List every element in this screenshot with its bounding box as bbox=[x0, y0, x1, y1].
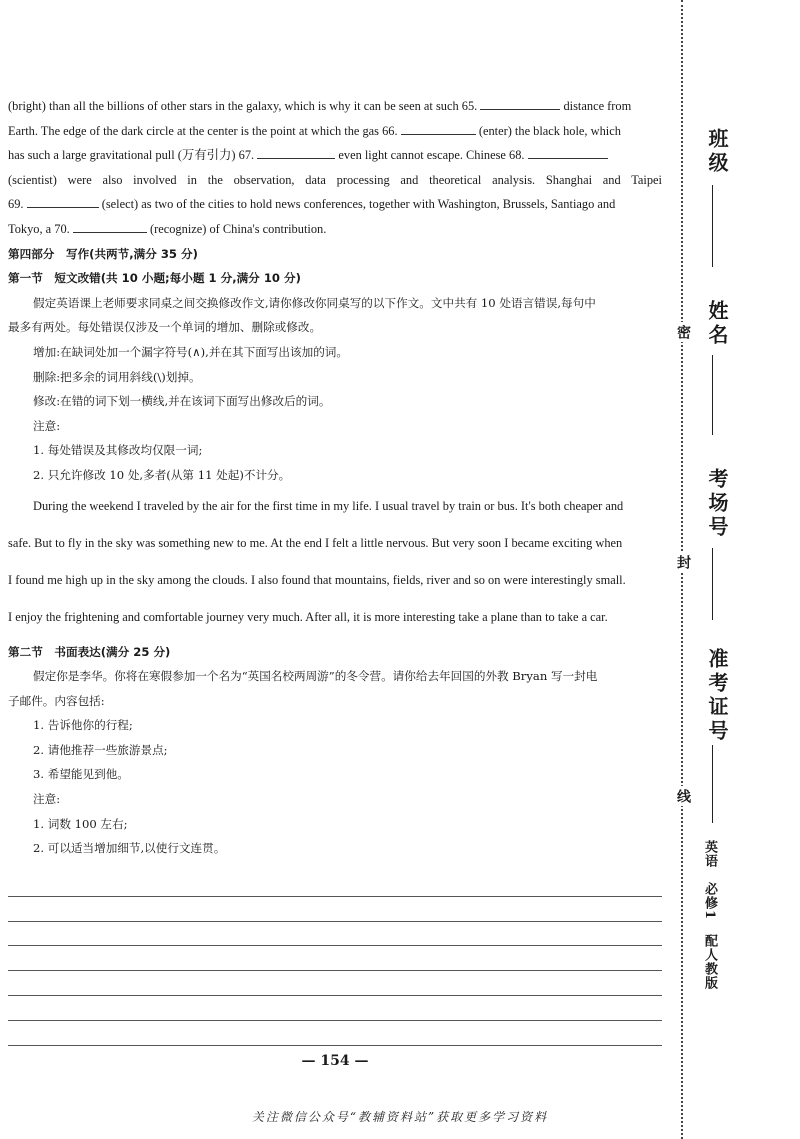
page-number: — 154 — bbox=[301, 1053, 369, 1069]
blank-67[interactable] bbox=[257, 146, 335, 159]
passage-line-4: (scientist) were also involved in the observation, data processing and theoretical analysis. Shanghai and Taipei bbox=[8, 172, 662, 187]
section1-instruction-1: 假定英语课上老师要求同桌之间交换修改作文,请你修改你同桌写的以下作文。文中共有 10 处语言错误,每句中 bbox=[33, 295, 596, 310]
writing-line[interactable] bbox=[8, 872, 662, 897]
seal-mark-1: 密 bbox=[673, 322, 693, 342]
essay-line-3: I found me high up in the sky among the clouds. I also found that mountains, fields, river and so on were interestingly small. bbox=[8, 572, 626, 587]
main-content bbox=[8, 94, 662, 861]
section1-note-1: 1. 每处错误及其修改均仅限一词; bbox=[33, 443, 203, 458]
writing-area[interactable] bbox=[8, 872, 662, 1046]
blank-69[interactable] bbox=[27, 195, 99, 208]
section1-note: 注意: bbox=[33, 418, 61, 433]
rule-modify: 修改:在错的词下划一横线,并在该词下面写出修改后的词。 bbox=[33, 394, 331, 409]
blank-66[interactable] bbox=[401, 122, 476, 135]
passage-line-1: (bright) than all the billions of other stars in the galaxy, which is why it can be seen at such 65. distance from bbox=[8, 99, 632, 113]
part4-title: 第四部分 写作(共两节,满分 35 分) bbox=[8, 246, 198, 261]
section2-title: 第二节 书面表达(满分 25 分) bbox=[8, 644, 171, 659]
seal-mark-2: 封 bbox=[673, 552, 693, 572]
writing-line[interactable] bbox=[8, 922, 662, 947]
section1-instruction-2: 最多有两处。每处错误仅涉及一个单词的增加、删除或修改。 bbox=[8, 320, 322, 335]
essay-line-4: I enjoy the frightening and comfortable journey very much. After all, it is more interesting take a plane than to take a car. bbox=[8, 609, 608, 624]
blank-65[interactable] bbox=[480, 97, 560, 110]
section1-note-2: 2. 只允许修改 10 处,多者(从第 11 处起)不计分。 bbox=[33, 467, 291, 482]
section2-instruction-1: 假定你是李华。你将在寒假参加一个名为“英国名校两周游”的冬令营。请你给去年回国的外教 Bryan 写一封电 bbox=[33, 669, 598, 684]
blank-70[interactable] bbox=[73, 220, 147, 233]
exam-id-field[interactable] bbox=[712, 745, 713, 823]
writing-line[interactable] bbox=[8, 946, 662, 971]
section2-note: 注意: bbox=[33, 792, 61, 807]
passage-line-3: has such a large gravitational pull (万有引力) 67. even light cannot escape. Chinese 68. bbox=[8, 143, 662, 168]
passage-line-5: 69. (select) as two of the cities to hold news conferences, together with Washington, Brussels, Santiago and bbox=[8, 197, 616, 212]
section2-instruction-2: 子邮件。内容包括: bbox=[8, 693, 105, 708]
writing-line[interactable] bbox=[8, 1021, 662, 1046]
rule-delete: 删除:把多余的词用斜线(\)划掉。 bbox=[33, 369, 201, 384]
exam-room-label: 考场号 bbox=[705, 468, 729, 540]
essay-line-2: safe. But to fly in the sky was something new to me. At the end I felt a little nervous. But very soon I became exciting when bbox=[8, 535, 623, 550]
section2-note-1: 1. 词数 100 左右; bbox=[33, 816, 128, 831]
writing-line[interactable] bbox=[8, 897, 662, 922]
seal-mark-3: 线 bbox=[673, 786, 693, 806]
class-field[interactable] bbox=[712, 185, 713, 267]
footer-notice: 关注微信公众号“教辅资料站”获取更多学习资料 bbox=[251, 1110, 549, 1124]
name-label: 姓名 bbox=[705, 300, 729, 348]
blank-68[interactable] bbox=[528, 146, 608, 159]
class-label: 班级 bbox=[705, 128, 729, 176]
subject-label: 英语 必修1 配人教版 bbox=[702, 840, 717, 991]
section2-note-2: 2. 可以适当增加细节,以使行文连贯。 bbox=[33, 841, 226, 856]
content-item-1: 1. 告诉他你的行程; bbox=[33, 718, 133, 733]
content-item-2: 2. 请他推荐一些旅游景点; bbox=[33, 742, 168, 757]
content-item-3: 3. 希望能见到他。 bbox=[33, 767, 129, 782]
passage-line-6: Tokyo, a 70. (recognize) of China's contribution. bbox=[8, 221, 327, 236]
rule-add: 增加:在缺词处加一个漏字符号(∧),并在其下面写出该加的词。 bbox=[33, 344, 348, 359]
exam-id-label: 准考证号 bbox=[705, 648, 729, 744]
passage-line-2: Earth. The edge of the dark circle at the center is the point at which the gas 66. (enter) the black hole, which bbox=[8, 123, 621, 138]
writing-line[interactable] bbox=[8, 971, 662, 996]
essay-line-1: During the weekend I traveled by the air for the first time in my life. I usual travel by train or bus. It's both cheaper and bbox=[33, 498, 624, 513]
exam-room-field[interactable] bbox=[712, 548, 713, 620]
section1-title: 第一节 短文改错(共 10 小题;每小题 1 分,满分 10 分) bbox=[8, 271, 301, 286]
name-field[interactable] bbox=[712, 355, 713, 435]
writing-line[interactable] bbox=[8, 996, 662, 1021]
